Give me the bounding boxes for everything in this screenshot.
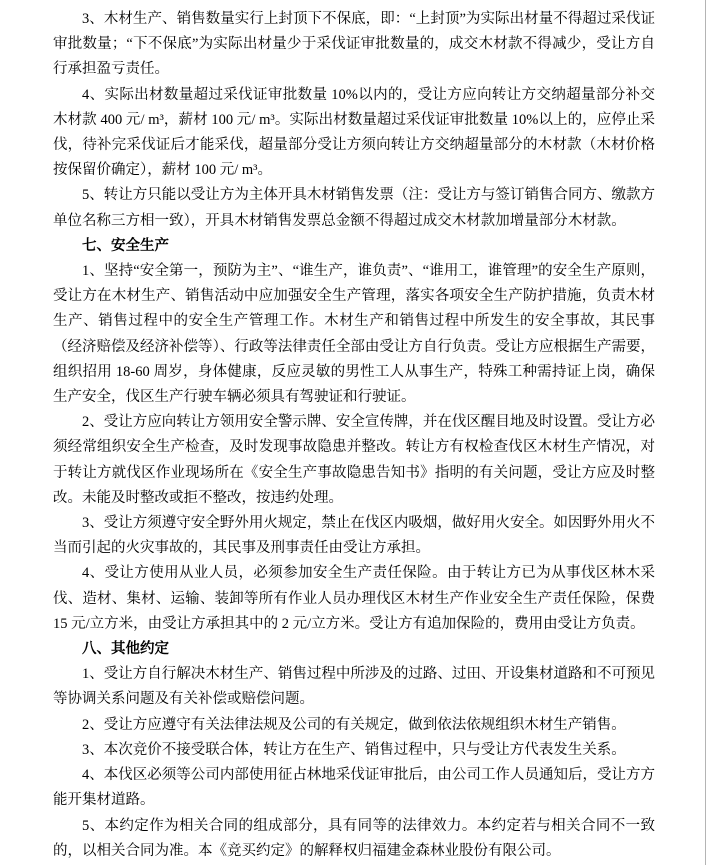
section-8-item-2: 2、受让方应遵守有关法律法规及公司的有关规定，做到依法依规组织木材生产销售。: [82, 716, 626, 733]
clause-6-item-4: 4、实际出材数量超过采伐证审批数量 10%以内的，受让方应向转让方交纳超量部分补交木材款 400 元/ m³，薪材 100 元/ m³。实际出材数量超过采伐证审批数量 10%以上的，应停止采伐，待补完采伐证后才能采伐，超量部分受让方须向转让方交纳超量部分的木材款（木材价格按保留价确定），薪材 100 元/ m³。: [53, 86, 655, 179]
section-7-item-1: 1、坚持“安全第一，预防为主”、“谁生产，谁负责”、“谁用工，谁管理”的安全生产原则，受让方在木材生产、销售活动中应加强安全生产管理，落实各项安全生产防护措施，负责木材生产、销售过程中的安全生产管理工作。木材生产和销售过程中所发生的安全事故，其民事（经济赔偿及经济补偿等）、行政等法律责任全部由受让方自行负责。受让方应根据生产需要，组织招用 18-60 周岁，身体健康，反应灵敏的男性工人从事生产，特殊工种需持证上岗，确保生产安全，伐区生产行驶车辆必须具有驾驶证和行驶证。: [53, 263, 655, 406]
section-8-item-4: 4、本伐区必须等公司内部使用征占林地采伐证审批后，由公司工作人员通知后，受让方方能开集材道路。: [53, 767, 655, 809]
section-7-item-4: 4、受让方使用从业人员，必须参加安全生产责任保险。由于转让方已为从事伐区林木采伐、造材、集材、运输、装卸等所有作业人员办理伐区木材生产作业安全生产责任保险，保费 15 元/立方米，由受让方承担其中的 2 元/立方米。受让方有追加保险的，费用由受让方负责。: [53, 565, 655, 632]
clause-6-item-5: 5、转让方只能以受让方为主体开具木材销售发票（注：受让方与签订销售合同方、缴款方单位名称三方相一致），开具木材销售发票总金额不得超过成交木材款加增量部分木材款。: [53, 187, 655, 229]
section-8-item-1: 1、受让方自行解决木材生产、销售过程中所涉及的过路、过田、开设集材道路和不可预见等协调关系问题及有关补偿或赔偿问题。: [53, 666, 655, 708]
section-8-item-5: 5、本约定作为相关合同的组成部分，具有同等的法律效力。本约定若与相关合同不一致的，以相关合同为准。本《竞买约定》的解释权归福建金森林业股份有限公司。: [53, 817, 655, 859]
section-8-heading: 八、其他约定: [82, 641, 169, 658]
section-8-item-3: 3、本次竞价不接受联合体，转让方在生产、销售过程中，只与受让方代表发生关系。: [82, 741, 626, 758]
section-7-item-2: 2、受让方应向转让方领用安全警示牌、安全宣传牌，并在伐区醒目地及时设置。受让方必须经常组织安全生产检查，及时发现事故隐患并整改。转让方有权检查伐区木材生产情况，对于转让方就伐区作业现场所在《安全生产事故隐患告知书》指明的有关问题，受让方应及时整改。未能及时整改或拒不整改，按违约处理。: [53, 414, 655, 506]
section-7-heading: 七、安全生产: [82, 237, 169, 254]
page-right-border: [705, 0, 706, 865]
clause-6-item-3: 3、木材生产、销售数量实行上封顶下不保底，即：“上封顶”为实际出材量不得超过采伐证审批数量；“下不保底”为实际出材量少于采伐证审批数量的，成交木材款不得减少，受让方自行承担盈亏责任。: [53, 11, 655, 78]
section-7-item-3: 3、受让方须遵守安全野外用火规定，禁止在伐区内吸烟，做好用火安全。如因野外用火不当而引起的火灾事故的，其民事及刑事责任由受让方承担。: [53, 515, 655, 557]
